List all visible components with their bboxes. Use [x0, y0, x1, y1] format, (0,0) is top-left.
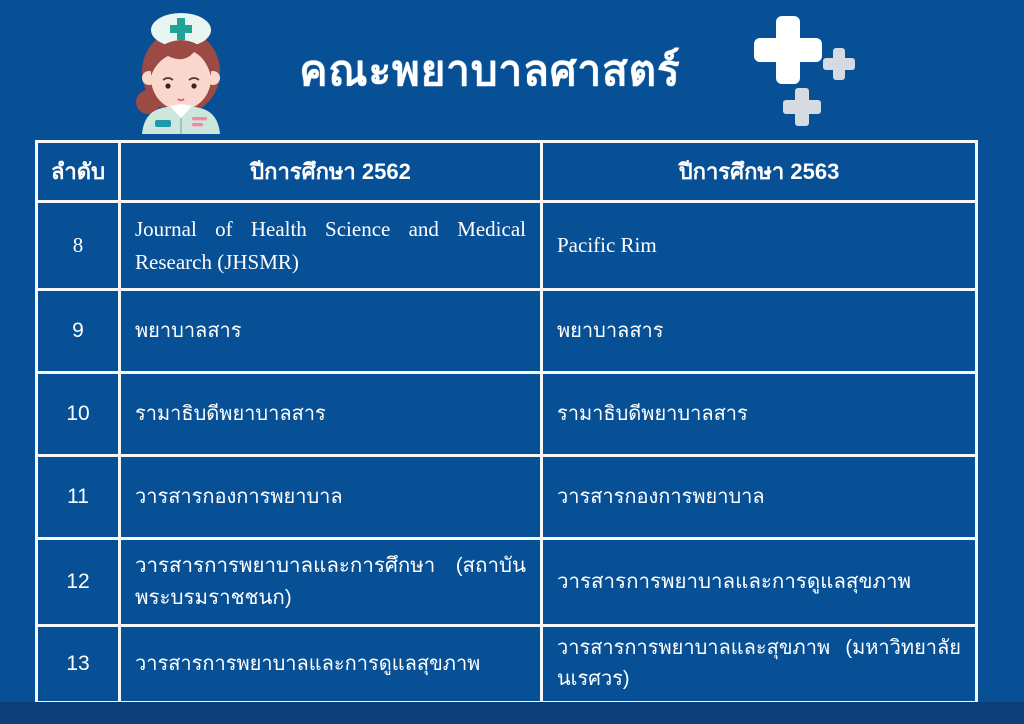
- journal-2563: รามาธิบดีพยาบาลสาร: [542, 373, 977, 456]
- row-number: 8: [37, 202, 120, 290]
- header-no: ลำดับ: [37, 142, 120, 202]
- header-year-2562: ปีการศึกษา 2562: [120, 142, 542, 202]
- row-number: 11: [37, 456, 120, 539]
- journal-2563: พยาบาลสาร: [542, 290, 977, 373]
- journal-2562: Journal of Health Science and Medical Research (JHSMR): [120, 202, 542, 290]
- row-number: 10: [37, 373, 120, 456]
- header-year-2563: ปีการศึกษา 2563: [542, 142, 977, 202]
- row-number: 13: [37, 626, 120, 703]
- row-number: 12: [37, 539, 120, 626]
- journal-2563: วารสารกองการพยาบาล: [542, 456, 977, 539]
- journal-2562: วารสารกองการพยาบาล: [120, 456, 542, 539]
- journal-2563: วารสารการพยาบาลและสุขภาพ (มหาวิทยาลัยนเรศวร): [542, 626, 977, 703]
- row-number: 9: [37, 290, 120, 373]
- table-row: [37, 290, 977, 373]
- table-header-row: [37, 142, 977, 202]
- table-row: [37, 373, 977, 456]
- footer-accent-bar: [0, 702, 1024, 724]
- journal-2562: รามาธิบดีพยาบาลสาร: [120, 373, 542, 456]
- journal-2562: พยาบาลสาร: [120, 290, 542, 373]
- table-row: [37, 456, 977, 539]
- table-row: [37, 202, 977, 290]
- medical-crosses-icon: [750, 12, 864, 130]
- journal-2562: วารสารการพยาบาลและการดูแลสุขภาพ: [120, 626, 542, 703]
- journal-2563: Pacific Rim: [542, 202, 977, 290]
- table-row: [37, 539, 977, 626]
- journal-2562: วารสารการพยาบาลและการศึกษา (สถาบันพระบรมราชชนก): [120, 539, 542, 626]
- slide-header: [0, 0, 1024, 140]
- journal-2563: วารสารการพยาบาลและการดูแลสุขภาพ: [542, 539, 977, 626]
- page-title: คณะพยาบาลศาสตร์: [299, 47, 681, 94]
- journal-table: [35, 140, 978, 704]
- table-row: [37, 626, 977, 703]
